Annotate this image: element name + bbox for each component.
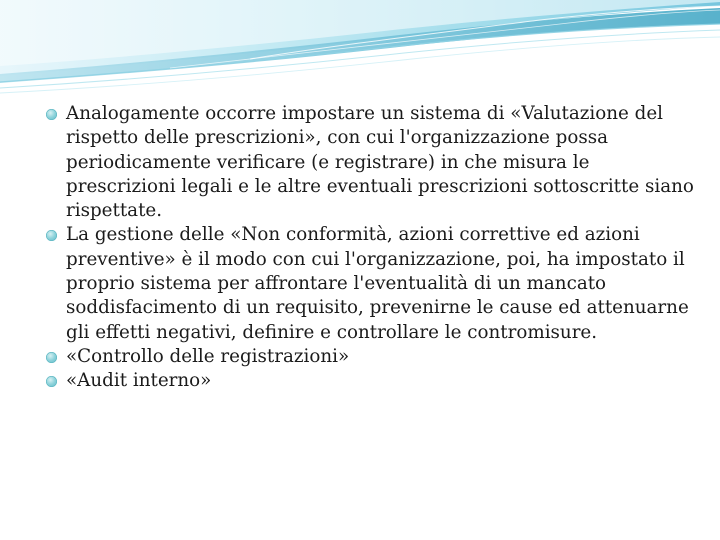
bullet-text-4: «Audit interno» [66, 370, 212, 392]
bullet-item-1 [46, 102, 696, 223]
bullet-text-2: La gestione delle «Non conformità, azioni correttive ed azioni preventive» è il modo con cui l'organizzazione, poi, ha impostato il proprio sistema per affrontare l'eventualità di un mancato soddisfacimento di un requisito, prevenirne le cause ed attenuarne gli effetti negativi, definire e controllare le contromisure. [66, 224, 689, 343]
bullet-item-4 [46, 369, 696, 393]
decorative-wave-header [0, 0, 720, 110]
bullet-item-3 [46, 345, 696, 369]
bullet-item-2 [46, 223, 696, 344]
bullet-icon [46, 109, 57, 120]
bullet-text-3: «Controllo delle registrazioni» [66, 345, 350, 367]
bullet-icon [46, 352, 57, 363]
bullet-list [46, 102, 696, 394]
bullet-icon [46, 230, 57, 241]
bullet-icon [46, 376, 57, 387]
bullet-text-1: Analogamente occorre impostare un sistema di «Valutazione del rispetto delle prescrizioni», con cui l'organizzazione possa periodicamente verificare (e registrare) in che misura le prescrizioni legali e le altre eventuali prescrizioni sottoscritte siano rispettate. [66, 103, 694, 222]
